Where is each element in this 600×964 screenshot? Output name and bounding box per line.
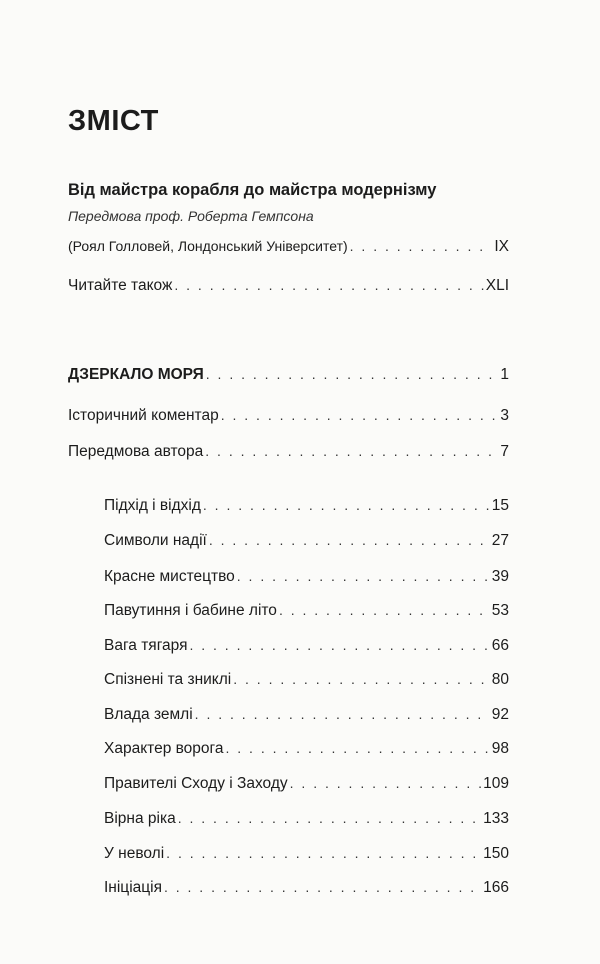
leader-dots [290,775,481,791]
toc-entry-title: Спізнені та зниклі [104,671,232,688]
toc-part-entry [68,366,509,384]
leader-dots [203,497,490,513]
toc-entry-page: 66 [491,637,509,654]
intro-title: Від майстра корабля до майстра модернізму [68,181,437,199]
intro-subtitle: Передмова проф. Роберта Гемпсона [68,208,314,224]
toc-entry-intro-affiliation [68,238,509,256]
toc-entry-page: 3 [500,407,509,424]
toc-entry-author-preface [68,443,509,461]
toc-entry-title: Красне мистецтво [104,568,235,585]
leader-dots [209,532,490,548]
toc-entry-page: 150 [483,845,509,862]
toc-entry-title: (Роял Голловей, Лондонський Університет) [68,238,348,254]
leader-dots [166,845,481,861]
toc-entry-page: 27 [491,532,509,549]
toc-entry-page: 53 [491,602,509,619]
leader-dots [237,568,490,584]
toc-entry-title: Ініціація [104,879,162,896]
toc-entry-title: Читайте також [68,277,173,294]
toc-entry-title: Історичний коментар [68,407,219,424]
toc-chapter-entry [104,602,509,620]
leader-dots [279,602,490,618]
toc-chapter-entry [104,706,509,724]
toc-entry-title: У неволі [104,845,165,862]
toc-entry-page: XLI [485,277,509,294]
leader-dots [205,443,498,459]
leader-dots [350,238,493,254]
leader-dots [221,407,499,423]
leader-dots [189,637,489,653]
page-title: ЗМІСТ [68,105,159,137]
toc-chapter-entry [104,845,509,863]
toc-chapter-entry [104,532,509,550]
toc-entry-title: Вірна ріка [104,810,176,827]
toc-chapter-entry [104,637,509,655]
toc-entry-title: Павутиння і бабине літо [104,602,277,619]
toc-chapter-entry [104,671,509,689]
toc-entry-page: 92 [491,706,509,723]
leader-dots [178,810,481,826]
toc-entry-page: 7 [500,443,509,460]
toc-chapter-entry [104,568,509,586]
toc-part-title: ДЗЕРКАЛО МОРЯ [68,366,204,383]
leader-dots [164,879,481,895]
toc-entry-title: Правителі Сходу і Заходу [104,775,288,792]
toc-entry-title: Вага тягаря [104,637,188,654]
toc-entry-historical-commentary [68,407,509,425]
toc-entry-title: Підхід і відхід [104,497,201,514]
toc-chapter-entry [104,775,509,793]
toc-entry-title: Влада землі [104,706,193,723]
toc-entry-page: 39 [491,568,509,585]
leader-dots [174,277,483,293]
leader-dots [233,671,490,687]
leader-dots [225,740,489,756]
toc-entry-title: Характер ворога [104,740,224,757]
toc-entry-page: IX [494,238,509,255]
toc-chapter-entry [104,879,509,897]
toc-entry-page: 1 [500,366,509,383]
toc-chapter-entry [104,810,509,828]
toc-entry-title: Символи надії [104,532,207,549]
toc-entry-page: 109 [483,775,509,792]
leader-dots [206,366,499,382]
toc-entry-read-also [68,277,509,295]
toc-entry-page: 133 [483,810,509,827]
toc-entry-page: 166 [483,879,509,896]
toc-entry-page: 15 [491,497,509,514]
toc-entry-page: 80 [491,671,509,688]
toc-chapter-entry [104,497,509,515]
leader-dots [195,706,490,722]
toc-entry-page: 98 [491,740,509,757]
toc-entry-title: Передмова автора [68,443,204,460]
toc-chapter-entry [104,740,509,758]
